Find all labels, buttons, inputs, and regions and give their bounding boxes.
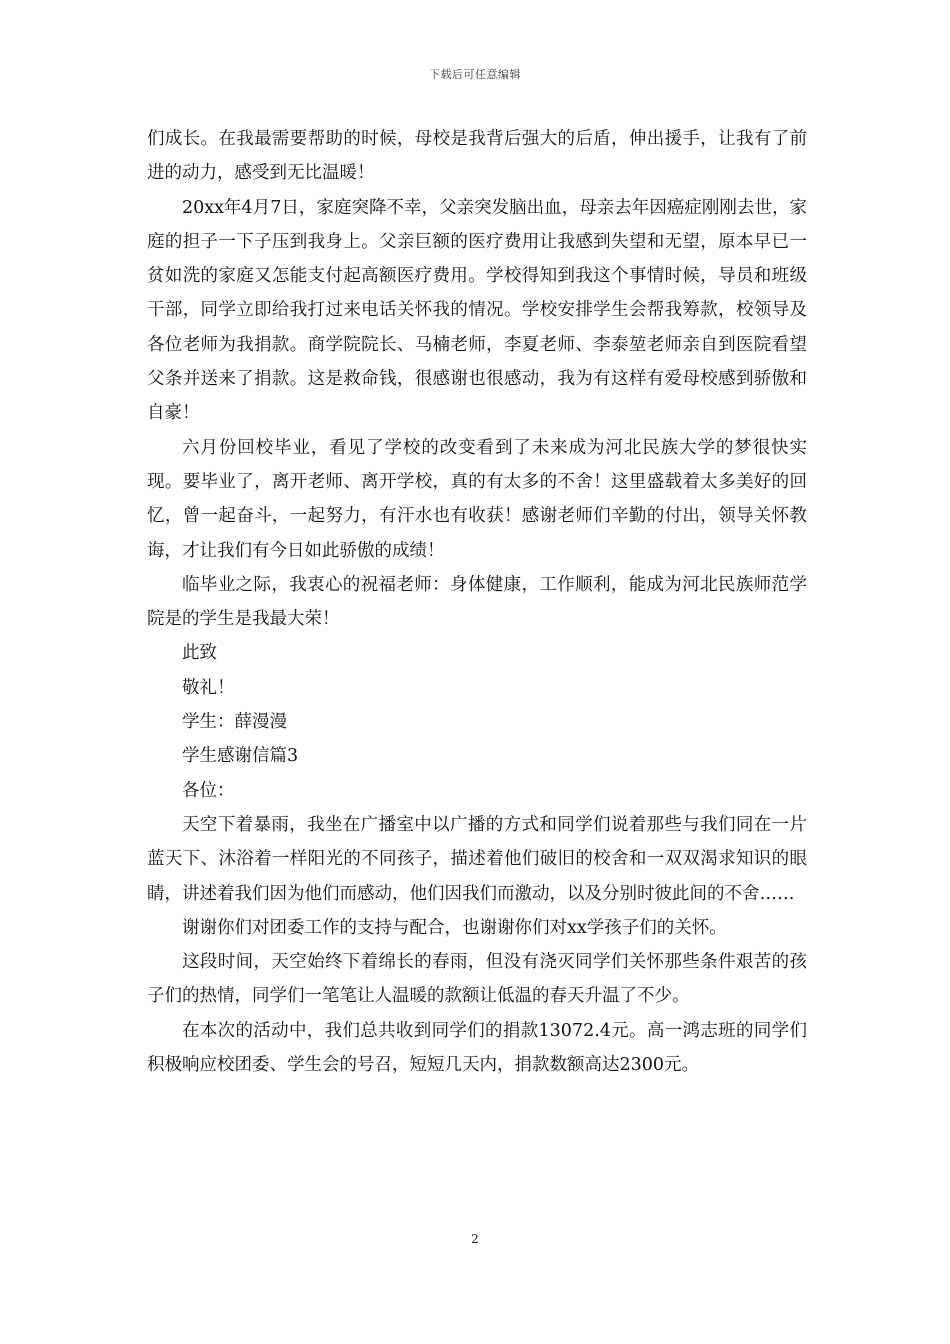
paragraph: 敬礼！ [182,677,235,698]
paragraph: 这段时间，天空始终下着绵长的春雨，但没有浇灭同学们关怀那些条件艰苦的孩子们的热情，同学们一笔笔让人温暖的款额让低温的春天升温了不少。 [147,952,807,1007]
paragraph: 天空下着暴雨，我坐在广播室中以广播的方式和同学们说着那些与我们同在一片蓝天下、沐浴着一样阳光的不同孩子，描述着他们破旧的校舍和一双双渴求知识的眼睛，讲述着我们因为他们而感动，他们因我们而激动，以及分别时彼此间的不舍…… [147,814,807,904]
paragraph: 们成长。在我最需要帮助的时候，母校是我背后强大的后盾，伸出援手，让我有了前进的动力，感受到无比温暖！ [147,129,807,184]
paragraph: 谢谢你们对团委工作的支持与配合，也谢谢你们对xx学孩子们的关怀。 [182,917,727,938]
paragraph: 20xx年4月7日，家庭突降不幸，父亲突发脑出血，母亲去年因癌症刚刚去世，家庭的担子一下子压到我身上。父亲巨额的医疗费用让我感到失望和无望，原本早已一贫如洗的家庭又怎能支付起高额医疗费用。学校得知到我这个事情时候，导员和班级干部，同学立即给我打过来电话关怀我的情况。学校安排学生会帮我筹款，校领导及各位老师为我捐款。商学院院长、马楠老师，李夏老师、李泰堃老师亲自到医院看望父条并送来了捐款。这是救命钱，很感谢也很感动，我为有这样有爱母校感到骄傲和自豪！ [147,197,807,424]
page-header: 下载后可任意编辑 [429,68,521,81]
paragraph: 在本次的活动中，我们总共收到同学们的捐款13072.4元。高一鸿志班的同学们积极响应校团委、学生会的号召，短短几天内，捐款数额高达2300元。 [147,1020,807,1076]
document-body [147,122,807,1082]
paragraph: 学生感谢信篇3 [182,746,299,767]
paragraph: 此致 [182,643,217,664]
paragraph: 临毕业之际，我衷心的祝福老师：身体健康，工作顺利，能成为河北民族师范学院是的学生是我最大荣！ [147,574,807,630]
paragraph: 学生：薛漫漫 [182,712,287,733]
paragraph: 六月份回校毕业，看见了学校的改变看到了未来成为河北民族大学的梦很快实现。要毕业了，离开老师、离开学校，真的有太多的不舍！这里盛载着太多美好的回忆，曾一起奋斗，一起努力，有汗水也有收获！感谢老师们辛勤的付出，领导关怀教诲，才让我们有今日如此骄傲的成绩！ [147,437,807,561]
page-number: 2 [471,1232,479,1246]
paragraph: 各位： [182,780,235,801]
